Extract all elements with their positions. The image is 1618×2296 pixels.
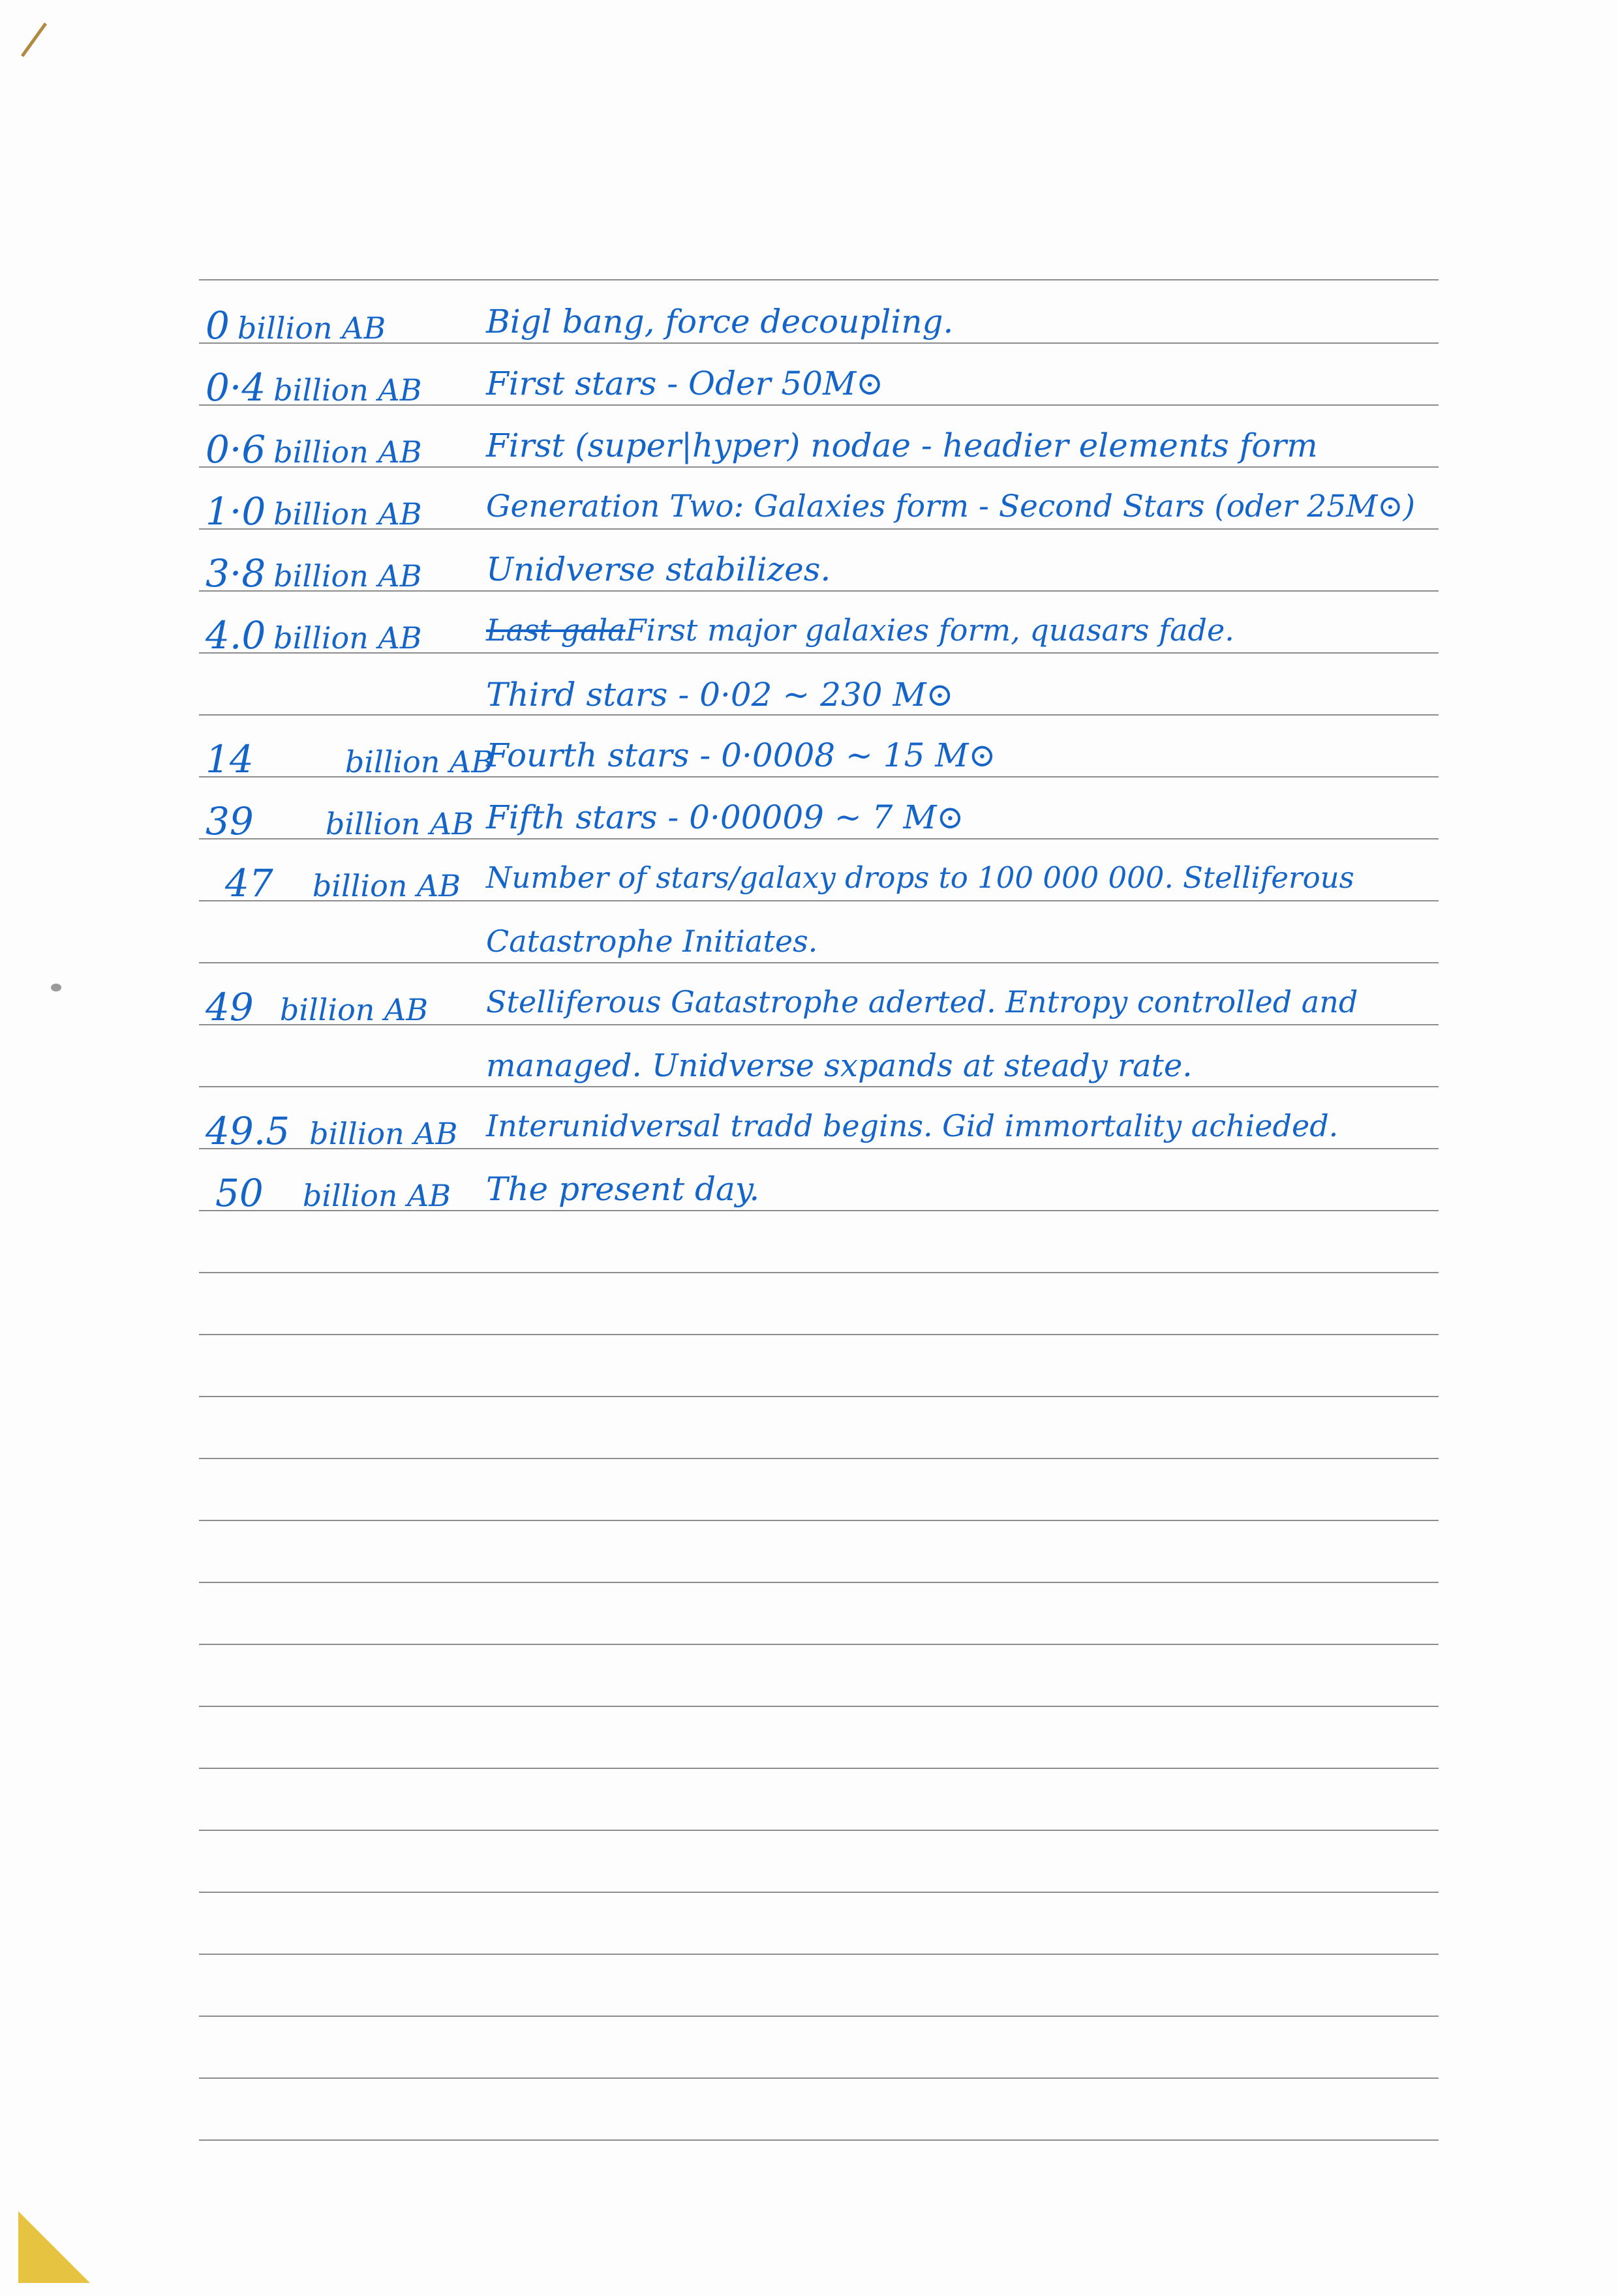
- scan-speck: [51, 984, 61, 991]
- timeline-date: [206, 799, 474, 843]
- date-unit: billion AB: [273, 558, 422, 594]
- timeline-event: Fourth stars - 0·0008 ~ 15 M⊙: [486, 736, 996, 774]
- ruled-line: [199, 2016, 1439, 2017]
- ruled-line: [199, 1334, 1439, 1335]
- timeline-date: [206, 1171, 451, 1215]
- ruled-line: [199, 1520, 1439, 1521]
- ruled-line: [199, 1892, 1439, 1893]
- timeline-event: Fifth stars - 0·00009 ~ 7 M⊙: [486, 798, 964, 836]
- timeline-event: Interunidversal tradd begins. Gid immortality achieded.: [486, 1108, 1339, 1143]
- timeline-date: [206, 985, 429, 1029]
- date-value: 49.5: [206, 1109, 290, 1153]
- ruled-line: [199, 1396, 1439, 1397]
- struck-text: Last gala: [486, 612, 626, 648]
- ruled-line: [199, 279, 1439, 280]
- date-unit: billion AB: [325, 806, 474, 841]
- timeline-event-continuation: Third stars - 0·02 ~ 230 M⊙: [486, 676, 954, 714]
- date-value: 0: [206, 303, 230, 348]
- ruled-line: [199, 2077, 1439, 2079]
- pencil-mark-icon: [20, 20, 52, 59]
- folded-corner-icon: [18, 2211, 90, 2283]
- timeline-date: [206, 1109, 458, 1153]
- ruled-line: [199, 1830, 1439, 1831]
- timeline-date: [206, 737, 494, 781]
- timeline-event: [486, 612, 1234, 648]
- date-value: 3·8: [206, 551, 266, 596]
- ruled-line: [199, 962, 1439, 963]
- date-value: 0·6: [206, 427, 266, 472]
- ruled-line: [199, 1706, 1439, 1707]
- timeline-date: [206, 489, 422, 534]
- date-unit: billion AB: [273, 620, 422, 656]
- date-unit: billion AB: [344, 744, 494, 779]
- date-value: 39: [206, 799, 254, 843]
- timeline-event: Bigl bang, force decoupling.: [486, 303, 954, 340]
- date-value: 50: [215, 1171, 264, 1215]
- date-unit: billion AB: [312, 868, 461, 903]
- timeline-event: Stelliferous Gatastrophe aderted. Entropy controlled and: [486, 984, 1358, 1020]
- ruled-line: [199, 1954, 1439, 1955]
- ruled-line: [199, 1086, 1439, 1087]
- timeline-event-continuation: managed. Unidverse sxpands at steady rate.: [486, 1048, 1193, 1084]
- timeline-event: Unidverse stabilizes.: [486, 551, 831, 588]
- ruled-line: [199, 1272, 1439, 1273]
- timeline-event: The present day.: [486, 1170, 760, 1208]
- timeline-date: [206, 303, 386, 348]
- timeline-date: [206, 365, 422, 410]
- timeline-event-continuation: Catastrophe Initiates.: [486, 924, 818, 959]
- date-value: 49: [206, 985, 254, 1029]
- timeline-date: [206, 613, 422, 657]
- ruled-line: [199, 1458, 1439, 1459]
- timeline-date: [206, 427, 422, 472]
- date-value: 0·4: [206, 365, 266, 410]
- ruled-line: [199, 1644, 1439, 1645]
- timeline-event: First (super|hyper) nodae - headier elements form: [486, 427, 1318, 464]
- ruled-line: [199, 714, 1439, 716]
- timeline-date: [206, 551, 422, 596]
- date-value: 14: [206, 737, 254, 781]
- timeline-event: First stars - Oder 50M⊙: [486, 365, 884, 402]
- ruled-line: [199, 2139, 1439, 2141]
- date-unit: billion AB: [273, 434, 422, 470]
- timeline-event: Generation Two: Galaxies form - Second Stars (oder 25M⊙): [486, 489, 1415, 524]
- date-unit: billion AB: [279, 992, 429, 1027]
- date-unit: billion AB: [273, 496, 422, 532]
- timeline-event: Number of stars/galaxy drops to 100 000 000. Stelliferous: [486, 860, 1354, 895]
- date-unit: billion AB: [302, 1178, 451, 1213]
- date-value: 1·0: [206, 489, 266, 534]
- ruled-line: [199, 1768, 1439, 1769]
- date-unit: billion AB: [237, 310, 386, 346]
- date-value: 47: [225, 861, 273, 905]
- date-value: 4.0: [206, 613, 266, 657]
- date-unit: billion AB: [273, 372, 422, 408]
- event-text: First major galaxies form, quasars fade.: [625, 612, 1234, 648]
- date-unit: billion AB: [309, 1116, 458, 1151]
- timeline-date: [206, 861, 461, 905]
- ruled-line: [199, 1582, 1439, 1583]
